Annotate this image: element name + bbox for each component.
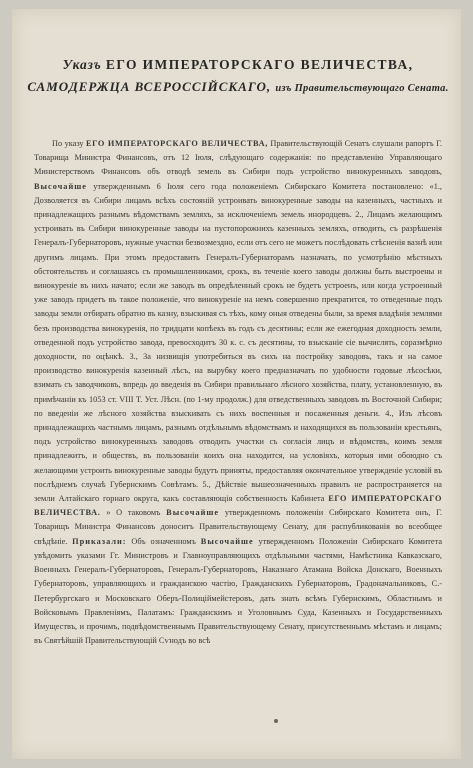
decree-paragraph — [34, 137, 442, 648]
decree-title-prefix: Указъ — [62, 57, 102, 72]
majesty-title: ЕГО ИМПЕРАТОРСКАГО ВЕЛИЧЕСТВА. — [34, 494, 442, 518]
ink-dot — [274, 719, 278, 723]
body-text: По указу — [52, 139, 84, 148]
decree-title-line1 — [26, 57, 450, 73]
decree-header — [26, 57, 450, 95]
body-text: Объ означенномъ — [131, 536, 196, 546]
highest-word: Высочайше — [200, 536, 254, 546]
majesty-title: ЕГО ИМПЕРАТОРСКАГО ВЕЛИЧЕСТВА, — [86, 139, 268, 148]
decree-title-caps: ЕГО ИМПЕРАТОРСКАГО ВЕЛИЧЕСТВА, — [105, 57, 414, 72]
document-sheet — [12, 9, 461, 759]
decree-body — [34, 137, 442, 743]
body-text: Правительствующій Сенатъ слушали рапортъ Г. Товарища Министра Финансовъ, отъ 12 Іюля, слѣдующаго содержанія: по представленію Управляющаго Министерствомъ Финансовъ объ отводѣ земель въ Сибири подъ устройство винокуренныхъ заводовъ, — [34, 139, 442, 177]
decree-title-source: изъ Правительствующаго Сената. — [275, 83, 449, 94]
decree-title-line2 — [26, 79, 450, 95]
highest-word: Высочайше — [166, 508, 220, 518]
body-text: » О таковомъ — [106, 508, 161, 518]
ordered-word: Приказали: — [72, 536, 127, 546]
decree-title-autocrat: САМОДЕРЖЦА ВСЕРОССІЙСКАГО, — [27, 79, 272, 94]
body-text: утвержденнымъ 6 Іюля сего года положеніемъ Сибирскаго Комитета постановлено: «1., Дозволяется въ Сибири лицамъ всѣхъ состояній устроивать винокуренные заводы на казенныхъ, частныхъ и принадлежащихъ разнымъ вѣдомствамъ земляхъ, за исключеніемъ земель инородцевъ. 2., Лицамъ желающимъ устроивать въ Сибири винокуренные заводы на пустопорожнихъ казенныхъ земляхъ, отводить, съ разрѣшенія Генералъ-Губернаторовъ, нужные участки безвозмездно, если отъ сего не можетъ послѣдовать стѣсненія вазнѣ или другимъ лицамъ. При этомъ предоставить Генералъ-Губернаторамъ назначать, по усмотрѣнію мѣстныхъ обстоятельствъ и соглашаясь съ промышленниками, срокъ, въ теченіе коего заводы должны быть выстроены и винокуреніе въ нихъ начато; если же заводъ въ опредѣленный срокъ не будетъ устроенъ, или когда устроенный уже заводъ придетъ въ такое положеніе, что винокуреніе на немъ совершенно прекратится, то отведенные подъ заводы земли отбирать обратно въ казну, взыскивая съ тѣхъ, кому оныя отведены были, за время владѣнія землями безъ производства винокуренія, по тридцати копѣекъ въ годъ съ десятины; если же ежегодная доходность земли, отведенной подъ устройство завода, превосходитъ 30 к. с. съ десятины, то взысканіе сіе вычислять, соразмѣрно доходности, по оцѣнкѣ. 3., За низвищія употребиться въ сихъ на постройку заводовъ, такъ и на самое производство винокуренія казенный лѣсъ, на вырубку коего предназначать по удобности годовые лѣсосѣки, взимать съ заводчиковъ, впредь до введенія въ Сибири правильнаго лѣсного хозяйства, плату, установленную, въ примѣчаніи къ 1053 ст. VIII Т. Уст. Лѣсн. (по 1-му продолж.) для отведственныхъ заводовъ въ Восточной Сибири; по введеніи же лѣсного хозяйства взыскивать съ нихъ воспенныя и посаженныя деньги. 4., Изъ лѣсовъ принадлежащихъ частнымъ лицамъ, разнымъ отдѣльнымъ вѣдомствамъ и находящихся въ пользованіи крестьянъ, подъ устройство винокуренныхъ заводовъ отводить участки съ согласія лицъ и вѣдомствъ, коимъ земля принадлежитъ, и обществъ, въ пользованіи коихъ она находится, на условіяхъ, которыя ими обоюдно съ желающими устроить винокуренные заводы будутъ приняты, предоставляя окончательное утвержденіе условій въ послѣднемъ случаѣ Губернскимъ Совѣтамъ. 5., Дѣйствіе вышеозначенныхъ правилъ не распространяется на земли Алтайскаго горнаго округа, какъ составляющія собственность Кабинета — [34, 181, 442, 504]
body-text: утвержденномъ Положеніи Сибирскаго Комитета увѣдомить указами Гг. Министровъ и Главноуправляющихъ отдѣльными частями, Намѣстника Кавказскаго, Военныхъ Генералъ-Губернаторовъ, Генералъ-Губернаторовъ, Наказнаго Атамана Войска Донскаго, Военныхъ Губернаторовъ, управляющихъ и гражданскою частію, Гражданскихъ Губернаторовъ, Градоначальниковъ, С.-Петербургскаго и Московскаго Оберъ-Полиціймейстеровъ, дать знать всѣмъ Губернскимъ, Областнымъ и Войсковымъ Правленіямъ, Палатамъ: Гражданскимъ и Уголовнымъ Суда, Казенныхъ и Государственныхъ Имуществъ, и прочимъ, подвѣдомственнымъ Правительствующему Сенату, присутственнымъ мѣстамъ и лицамъ; въ Святѣйшій Правительствующій Сѵнодъ во всѣ — [34, 536, 442, 646]
body-text: утвержденномъ положеніи Сибирскаго Комитета онъ, Г. Товарищъ Министра Финансовъ доноситъ Правительствующему Сенату, для распубликованія во всеобщее свѣдѣніе. — [34, 508, 442, 546]
highest-word: Высочайше — [34, 181, 87, 191]
